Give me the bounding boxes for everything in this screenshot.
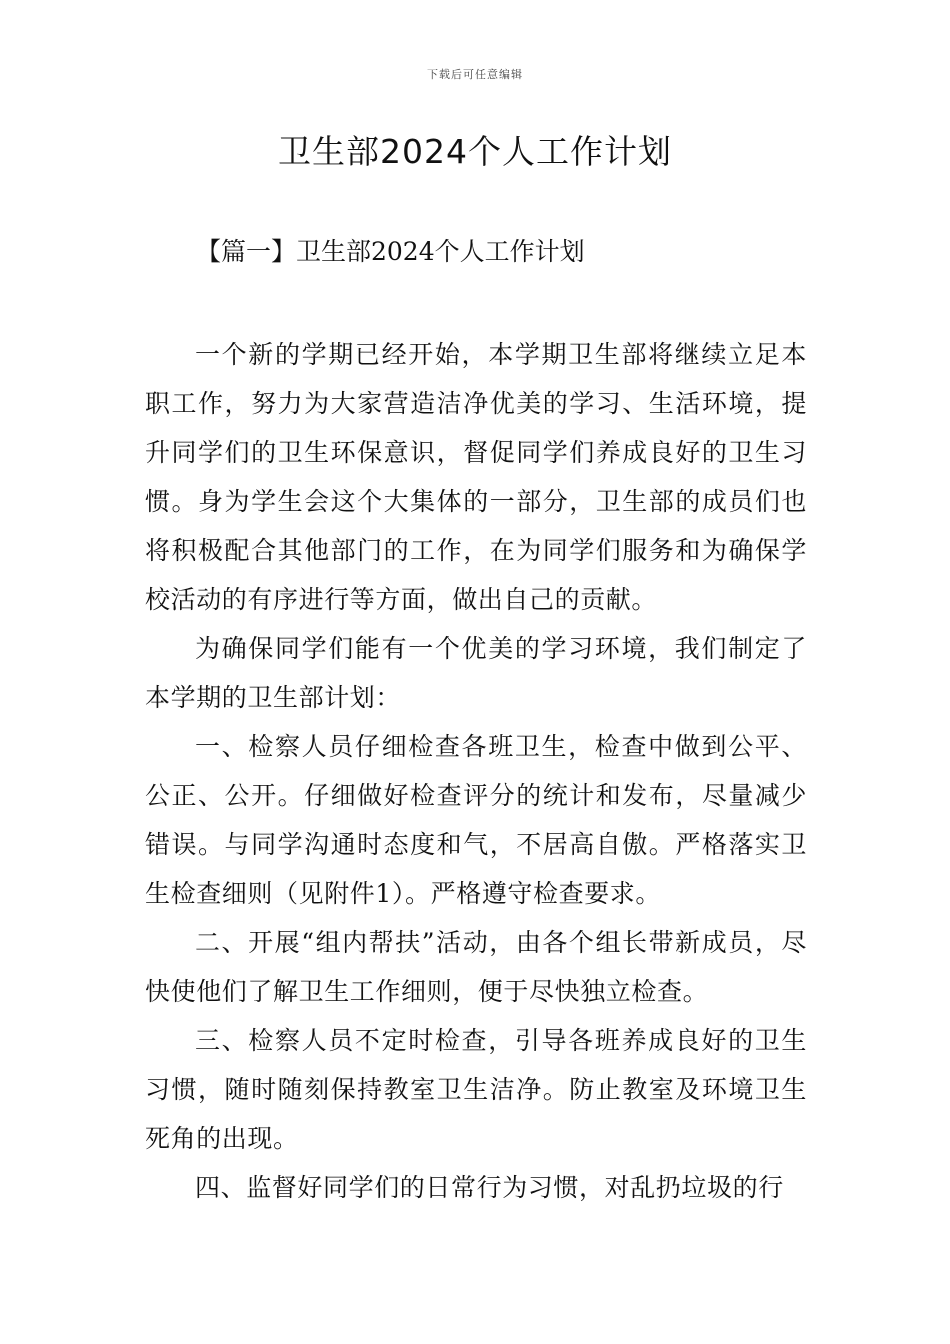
document-body	[145, 330, 807, 1212]
paragraph-item-3: 三、检察人员不定时检查，引导各班养成良好的卫生习惯，随时随刻保持教室卫生洁净。防止教室及环境卫生死角的出现。	[145, 1026, 807, 1153]
paragraph-item-1: 一、检察人员仔细检查各班卫生，检查中做到公平、公正、公开。仔细做好检查评分的统计和发布，尽量减少错误。与同学沟通时态度和气，不居高自傲。严格落实卫生检查细则（见附件1）。严格遵守检查要求。	[145, 732, 807, 908]
section-heading: 【篇一】卫生部2024个人工作计划	[196, 237, 585, 266]
paragraph-plan-lead: 为确保同学们能有一个优美的学习环境，我们制定了本学期的卫生部计划：	[145, 634, 807, 712]
paragraph-intro: 一个新的学期已经开始，本学期卫生部将继续立足本职工作，努力为大家营造洁净优美的学习、生活环境，提升同学们的卫生环保意识，督促同学们养成良好的卫生习惯。身为学生会这个大集体的一部分，卫生部的成员们也将积极配合其他部门的工作，在为同学们服务和为确保学校活动的有序进行等方面，做出自己的贡献。	[145, 340, 807, 614]
document-title: 卫生部2024个人工作计划	[278, 132, 672, 171]
paragraph-item-4: 四、监督好同学们的日常行为习惯，对乱扔垃圾的行	[195, 1173, 784, 1202]
header-note: 下载后可任意编辑	[427, 68, 523, 81]
paragraph-item-2: 二、开展“组内帮扶”活动，由各个组长带新成员，尽快使他们了解卫生工作细则，便于尽快独立检查。	[145, 928, 807, 1006]
